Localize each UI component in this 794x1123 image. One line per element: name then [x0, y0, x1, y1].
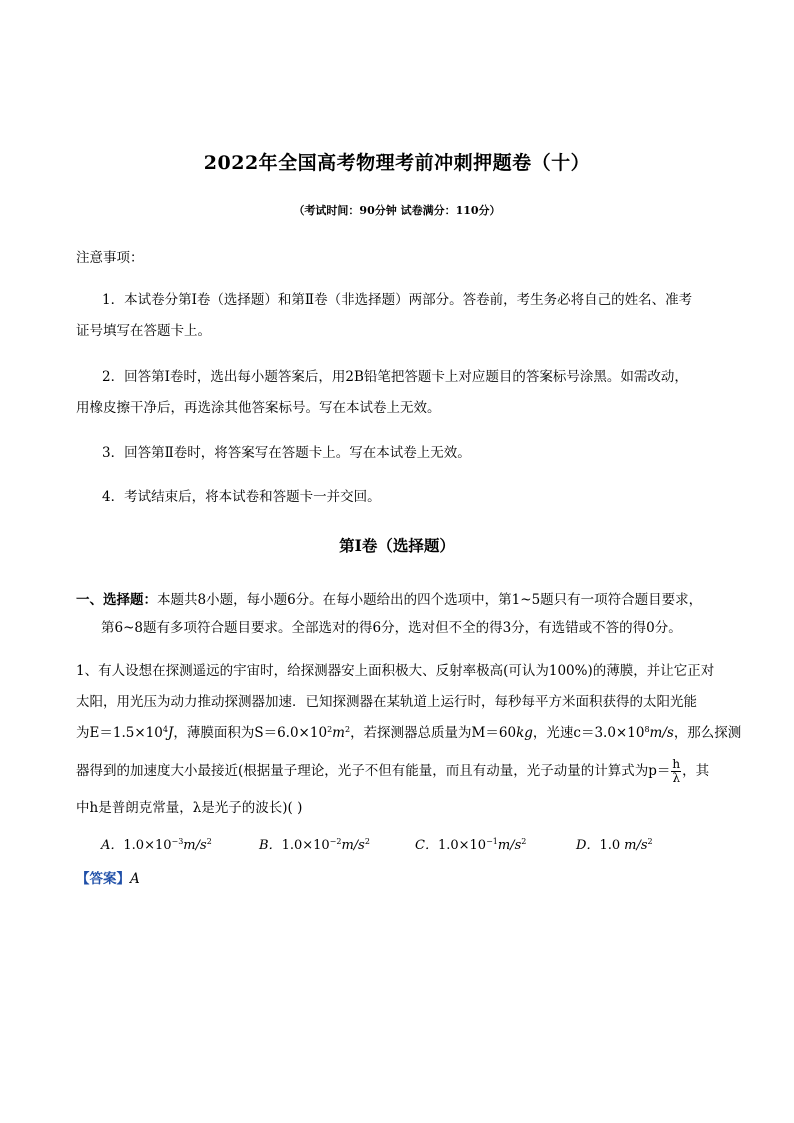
notice-item-1-line2: 证号填写在答题卡上。: [76, 323, 211, 339]
option-d-unit-exponent: 2: [647, 837, 653, 846]
option-d-unit: m/s: [624, 838, 648, 853]
option-b-exponent: −2: [329, 837, 342, 846]
notice-item-3: 3．回答第Ⅱ卷时，将答案写在答题卡上。写在本试卷上无效。: [102, 445, 471, 461]
area-unit: m: [332, 725, 345, 741]
option-a-value: 1.0×10: [123, 838, 172, 853]
section-instructions-line1: [76, 588, 702, 612]
notice-item-4: 4．考试结束后，将本试卷和答题卡一并交回。: [102, 489, 381, 505]
question-1-line5: 中h是普朗克常量，λ是光子的波长)( ): [76, 800, 303, 816]
area-exponent: 2: [327, 725, 333, 734]
option-c-exponent: −1: [486, 837, 498, 846]
section-instructions-line2: 第6~8题有多项符合题目要求。全部选对的得6分，选对但不全的得3分，有选错或不答的得0分。: [101, 620, 682, 636]
section-title: 第Ⅰ卷（选择题）: [339, 536, 455, 555]
option-d: [576, 834, 653, 853]
fraction-numerator: h: [672, 757, 681, 771]
question-1-line3: [76, 721, 741, 745]
lightspeed-exponent: 8: [644, 725, 650, 734]
option-c-label: C．: [415, 838, 438, 853]
option-a: [101, 834, 212, 853]
page-title: 2022年全国高考物理考前冲刺押题卷（十）: [203, 152, 591, 174]
mass-text: ，若探测器总质量为M＝60: [350, 725, 517, 741]
option-b: [259, 834, 370, 853]
area-unit-exponent: 2: [344, 725, 351, 734]
option-d-value: 1.0: [599, 838, 621, 853]
notice-item-2-line2: 用橡皮擦干净后，再选涂其他答案标号。写在本试卷上无效。: [76, 400, 441, 416]
exam-duration-note: （考试时间：90分钟 试卷满分：110分）: [293, 204, 501, 217]
option-b-unit-exponent: 2: [364, 837, 370, 846]
notice-heading: 注意事项：: [76, 250, 144, 266]
answer-value: A: [130, 871, 140, 887]
mass-unit: kg: [516, 725, 533, 741]
area-text: ，薄膜面积为S＝6.0×10: [173, 725, 328, 741]
option-c-unit-exponent: 2: [521, 837, 527, 846]
lightspeed-text: ，光速c＝3.0×10: [532, 725, 645, 741]
option-b-unit: m/s: [341, 838, 365, 853]
answer-tag: 【答案】: [76, 871, 130, 887]
question-1-line2: 太阳，用光压为动力推动探测器加速．已知探测器在某轨道上运行时，每秒每平方米面积获得的太阳光能: [76, 694, 697, 710]
question-1-line4: [76, 758, 709, 785]
momentum-text: 器得到的加速度大小最接近(根据量子理论，光子不但有能量，而且有动量，光子动量的计算式为p＝: [76, 763, 671, 779]
line4-tail: ，其: [682, 763, 710, 779]
option-d-label: D．: [576, 838, 600, 853]
section-instructions-text: 本题共8小题，每小题6分。在每小题给出的四个选项中，第1~5题只有一项符合题目要求，: [157, 592, 703, 608]
notice-item-2-line1: 2．回答第Ⅰ卷时，选出每小题答案后，用2B铅笔把答题卡上对应题目的答案标号涂黑。如需改动，: [102, 369, 688, 385]
energy-text: 为E＝1.5×10: [76, 725, 163, 741]
energy-unit: J: [167, 725, 174, 741]
option-b-value: 1.0×10: [281, 838, 330, 853]
line3-tail: ，那么探测: [673, 725, 742, 741]
fraction-denominator: λ: [672, 771, 681, 785]
momentum-fraction: [671, 758, 681, 785]
option-c-value: 1.0×10: [437, 838, 487, 853]
option-a-exponent: −3: [171, 837, 184, 846]
section-instructions-prefix: 一、选择题：: [76, 592, 157, 608]
question-1-line1: 1、有人设想在探测遥远的宇宙时，给探测器安上面积极大、反射率极高(可认为100%)的薄膜，并让它正对: [76, 663, 715, 679]
option-b-label: B．: [259, 838, 282, 853]
notice-item-1-line1: 1．本试卷分第Ⅰ卷（选择题）和第Ⅱ卷（非选择题）两部分。答卷前，考生务必将自己的姓名、准考: [102, 292, 693, 308]
lightspeed-unit: m/s: [649, 725, 674, 741]
option-a-label: A．: [101, 838, 124, 853]
answer-line: [76, 867, 140, 887]
option-c-unit: m/s: [497, 838, 522, 853]
option-a-unit: m/s: [183, 838, 207, 853]
energy-exponent: 4: [162, 725, 168, 734]
option-a-unit-exponent: 2: [206, 837, 212, 846]
option-c: [415, 834, 526, 853]
